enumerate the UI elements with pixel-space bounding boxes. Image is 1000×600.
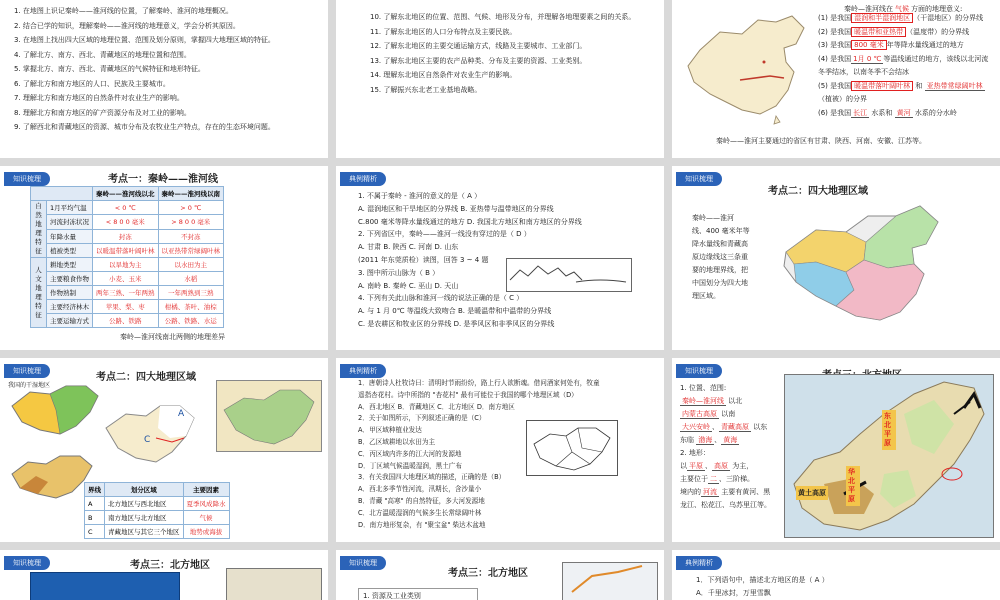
svg-text:A: A: [178, 409, 185, 419]
table-header: 划分区域: [105, 483, 184, 497]
objectives-list: [370, 10, 635, 97]
question-line: 4. 下列有关此山脉和淮河一线的说法正确的是（ C ）: [358, 294, 524, 303]
section-tag: 知识梳理: [676, 172, 722, 186]
table-row: 人文地理特征 耕地类型 以旱地为主 以水田为主: [31, 258, 224, 272]
table-header: 秦岭——淮河线以北: [93, 187, 159, 201]
slide-caption: 秦岭—淮河线南北两侧的地理差异: [120, 333, 225, 341]
objective-item: 2. 结合已学的知识，理解秦岭——淮河线的地理意义，学会分析其原因。: [14, 21, 240, 30]
slide-10[interactable]: [0, 550, 328, 600]
question-line: 1．唐朝诗人杜牧诗曰：清明时节雨纷纷，路上行人欲断魂。借问酒家何处有，牧童: [358, 379, 600, 387]
map-label: 华北平原: [846, 466, 860, 506]
answer-blank: 秦岭—淮河线: [682, 397, 724, 405]
slide-title: 考点一：秦岭——淮河线: [108, 174, 218, 185]
answer-box: 湿润和半湿润地区: [851, 13, 913, 23]
slide-title: 考点二：四大地理区域: [96, 372, 196, 383]
section-tag: 典例精析: [676, 556, 722, 570]
dry-wet-map-image: [6, 380, 102, 440]
slide-8[interactable]: [336, 358, 664, 542]
question-line: 1. 不属于秦岭 - 淮河的意义的是（ A ）: [358, 192, 482, 200]
answer-blank: 青藏高原: [721, 423, 749, 431]
table-row: 主要粮食作物 小麦、玉米 水稻: [31, 272, 224, 286]
slide-4[interactable]: [0, 166, 328, 350]
answer-blank: 大兴安岭: [682, 423, 710, 431]
table-row: 植被类型 以暖温带落叶阔叶林 以亚热带常绿阔叶林: [31, 243, 224, 257]
question-line: C．丙区域内许多的江大河的发源地: [358, 449, 462, 458]
question-list: [696, 574, 829, 600]
row-group-label: 人文地理特征: [31, 258, 47, 328]
meaning-item: （植被）的分界: [818, 95, 867, 103]
meaning-item: 冬季结冰，以南冬季不会结冰: [818, 68, 909, 76]
relief-map-image: [6, 452, 96, 502]
objective-item: 10. 了解东北地区的位置、范围、气候、地形及分布，并理解各地理要素之间的关系。: [370, 13, 636, 21]
slide-title: 考点三：北方地区: [130, 560, 210, 571]
answer-blank: 1月 0 ℃: [853, 54, 882, 63]
meaning-item: (1) 是我国 湿润和半湿润地区 （干湿地区）的分界线: [818, 14, 984, 22]
objective-item: 7. 理解北方和南方地区的自然条件对农业生产的影响。: [14, 94, 184, 102]
answer-blank: 黄海: [723, 436, 738, 444]
answer-box: 800 毫米: [851, 40, 887, 50]
objectives-list: [14, 4, 275, 135]
answer-blank: 长江: [853, 108, 868, 117]
answer-box: 暖温带和亚热带: [851, 27, 906, 37]
table-header: 界线: [85, 483, 105, 497]
slide-7[interactable]: [0, 358, 328, 542]
table-row: 主要经济林木 苹果、梨、枣 柑橘、茶叶、油棕: [31, 300, 224, 314]
north-region-map-image: [784, 374, 994, 538]
answer-blank: 平原: [689, 462, 703, 470]
outline-map-image: [526, 420, 618, 476]
content-line: 1. 资源及工业类别: [358, 588, 478, 600]
table-header: 秦岭——淮河线以南: [158, 187, 224, 201]
china-map-image: [680, 10, 810, 128]
answer-blank: 气候: [895, 5, 909, 13]
slide-1[interactable]: [0, 0, 328, 158]
question-line: B．青藏 "高寒" 的自然特征，多大河发源地: [358, 496, 485, 505]
meaning-item: (3) 是我国 800 毫米 年等降水量线通过的地方: [818, 41, 964, 49]
boundary-table: [84, 482, 230, 539]
region-map-image-2: [226, 568, 322, 600]
section-tag: 知识梳理: [4, 172, 50, 186]
region-description: 秦岭——淮河 线、400 毫米年等 降水量线和青藏高 原边缘线这三条重 要的地理界线，把 中国划分为四大地 理区域。: [692, 214, 750, 300]
objective-item: 9. 了解西北和青藏地区的资源、城市分布及农牧业生产特点，存在的生态环境问题。: [14, 123, 275, 131]
objective-item: 8. 理解北方和南方地区的矿产资源分布及对工业的影响。: [14, 108, 191, 117]
table-row: B 南方地区与北方地区 气候: [85, 511, 230, 525]
table-header: 主要因素: [183, 483, 229, 497]
meaning-item: (5) 是我国 暖温带落叶阔叶林 和 亚热带常绿阔叶林: [818, 81, 983, 90]
question-line: C．北方温暖湿润的气候多生长常绿阔叶林: [358, 508, 482, 517]
question-line: A. 南岭 B. 秦岭 C. 巫山 D. 天山: [358, 281, 459, 290]
four-regions-map-image: [776, 202, 948, 330]
objective-item: 6. 了解北方和南方地区的人口、民族及主要城市。: [14, 79, 170, 88]
objective-item: 14. 理解东北地区自然条件对农业生产的影响。: [370, 71, 517, 79]
question-line: D．丁区域气候温暖湿润，黑土广布: [358, 461, 462, 470]
slide-9[interactable]: [672, 358, 1000, 542]
question-line: A．千里冰封，万里雪飘: [696, 589, 771, 597]
question-line: 2. 下列省区中，秦岭——淮河一线没有穿过的是（ D ）: [358, 230, 531, 239]
answer-blank: 亚热带常绿阔叶林: [926, 81, 983, 90]
question-line: 遥指杏花村。诗中所指的 "杏花村" 最有可能位于我国的哪个地理区域（D）: [358, 390, 578, 399]
table-row: C 青藏地区与其它三个地区 地势或海拔: [85, 525, 230, 539]
slide-title: 考点三：北方地区: [448, 568, 528, 579]
objective-item: 12. 了解东北地区的主要交通运输方式，线路及主要城市、工业部门。: [370, 42, 587, 50]
section-tag: 知识梳理: [4, 364, 50, 378]
section-tag: 典例精析: [340, 364, 386, 378]
table-corner: [31, 187, 93, 201]
answer-blank: 渤海: [698, 436, 713, 444]
question-line: 2．关于如图所示，下列叙述正确的是（C）: [358, 414, 486, 423]
objective-item: 5. 掌握北方、南方、西北、青藏地区的气候特征和地形特征。: [14, 65, 205, 73]
slide-11[interactable]: [336, 550, 664, 600]
question-line: 3．有关我国四大地理区域的描述，正确的是（B）: [358, 473, 506, 482]
mountain-sketch-image: [506, 258, 632, 292]
regions-map-image: [100, 398, 200, 478]
answer-blank: 河流: [703, 488, 717, 496]
question-line: A．甲区域种植业发达: [358, 426, 422, 435]
question-line: A. 湿润地区和干旱地区的分界线 B. 亚热带与温带地区的分界线: [358, 204, 554, 213]
objective-item: 13. 了解东北地区主要的农产品种类、分布及主要的资源、工业类别。: [370, 56, 587, 65]
meaning-heading: 秦岭—淮河线在 气候 方面的地理意义:: [844, 5, 963, 13]
region-map-image: [562, 562, 658, 600]
answer-box: 暖温带落叶阔叶林: [851, 81, 913, 91]
question-line: C.800 毫米等降水量线通过的地方 D. 我国北方地区和南方地区的分界线: [358, 217, 582, 226]
answer-blank: 黄河: [896, 108, 911, 117]
map-label: 黄土高原: [796, 486, 828, 500]
table-row: 河流封冻状况 < 8 0 0 毫米 > 8 0 0 毫米: [31, 215, 224, 229]
content-list: 1. 位置、范围: 秦岭—淮河线 以北 内蒙古高原 以南 大兴安岭 、 青藏高原 以东 东临 渤海 、 黄海 2. 地形： 以 平原 、 高原 为主， 主要位于 二 、三阶梯。 境内的 河流 主要有黄河、黑 龙江、松花江、乌苏里江等。: [680, 384, 771, 509]
question-line: D．南方地形复杂，有 "聚宝盆" 柴达木盆地: [358, 520, 486, 529]
meaning-item: (6) 是我国 长江 水系和 黄河 水系的分水岭: [818, 108, 957, 117]
question-line: 1．下列语句中，描述北方地区的是（ A ）: [696, 576, 829, 584]
section-tag: 知识梳理: [4, 556, 50, 570]
section-tag: 典例精析: [340, 172, 386, 186]
objective-item: 11. 了解东北地区的人口分布特点及主要民族。: [370, 27, 517, 36]
question-line: C. 是农耕区和牧业区的分界线 D. 是季风区和非季风区的分界线: [358, 319, 555, 328]
question-line: A．西北多季节性河流，汛期长，含沙量小: [358, 485, 482, 494]
slide-6[interactable]: [672, 166, 1000, 350]
slide-12[interactable]: [672, 550, 1000, 600]
objective-item: 15. 了解振兴东北老工业基地战略。: [370, 85, 482, 94]
objective-item: 1. 在地图上识记秦岭——淮河线的位置，了解秦岭、淮河的地理概况。: [14, 7, 233, 15]
map-label: 东北平原: [882, 410, 896, 450]
objective-item: 3. 在地图上找出四大区域的地理位置、范围及划分原则，掌握四大地理区域的特征。: [14, 36, 275, 44]
objective-item: 4. 了解北方、南方、西北、青藏地区的地理位置和范围。: [14, 50, 191, 59]
table-row: 年降水量 封冻 不封冻: [31, 229, 224, 243]
answer-blank: 高原: [714, 462, 728, 470]
answer-blank: 内蒙古高原: [682, 410, 717, 418]
region-map-image: [30, 572, 180, 600]
question-line: A．西北地区 B．青藏地区 C．北方地区 D．南方地区: [358, 402, 515, 411]
row-group-label: 自然地理特征: [31, 201, 47, 258]
svg-text:C: C: [144, 435, 151, 445]
slide-caption: 秦岭——淮河主要通过的省区有甘肃、陕西、河南、安徽、江苏等。: [716, 137, 926, 145]
meaning-list: [818, 12, 988, 120]
table-row: 自然地理特征 1月平均气温 < 0 ℃ > 0 ℃: [31, 201, 224, 215]
table-row: 主要运输方式 公路、铁路 公路、铁路、水运: [31, 314, 224, 328]
question-line: 3. 图中所示山脉为（ B ）: [358, 268, 440, 277]
meaning-item: (4) 是我国 1月 0 ℃ 等温线通过的地方，该线以北河流: [818, 54, 989, 63]
question-line: A. 甘肃 B. 陕西 C. 河南 D. 山东: [358, 243, 459, 252]
section-tag: 知识梳理: [340, 556, 386, 570]
answer-blank: 二: [710, 475, 717, 483]
slide-5[interactable]: [336, 166, 664, 350]
table-row: 作物熟制 两年三熟、一年两熟 一年两熟到三熟: [31, 286, 224, 300]
question-line: (2011 年东莞质检）读图，回答 3 ~ 4 题: [358, 255, 489, 264]
table-row: A 北方地区与西北地区 夏季风成降水: [85, 497, 230, 511]
meaning-item: (2) 是我国 暖温带和亚热带 （温度带）的分界线: [818, 27, 970, 36]
map-label: 我国的干湿地区: [8, 382, 51, 389]
slide-2[interactable]: [336, 0, 664, 158]
question-line: A. 与 1 月 0℃ 等温线大致吻合 B. 是暖温带和中温带的分界线: [358, 307, 552, 316]
slide-title: 考点二：四大地理区域: [768, 186, 868, 197]
slide-3[interactable]: [672, 0, 1000, 158]
geography-map-image: [216, 380, 322, 452]
comparison-table: [30, 186, 224, 328]
section-tag: 知识梳理: [676, 364, 722, 378]
question-line: B．乙区域耕地以水田为主: [358, 437, 436, 446]
